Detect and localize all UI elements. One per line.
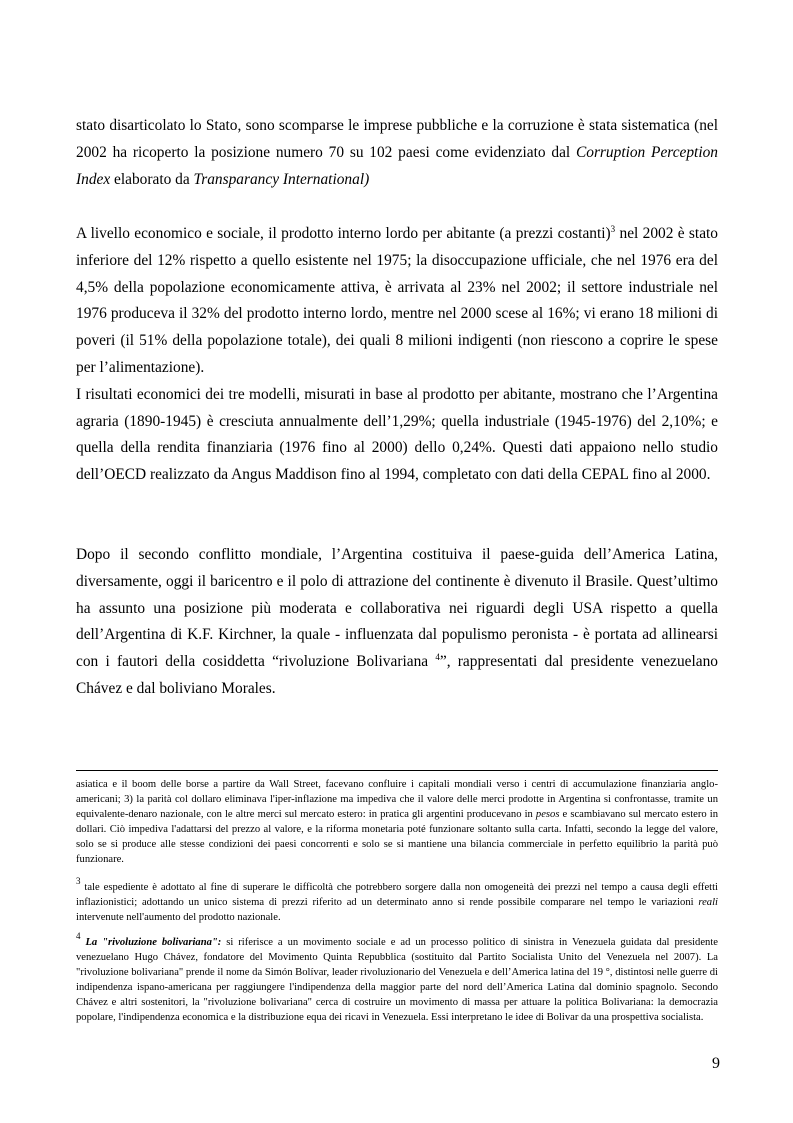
footnote-3-text-a: tale espediente è adottato al fine di superare le difficoltà che potrebbero sorgere dalla non omogeneità dei prezzi nel tempo a causa degli effetti inflazionistici; adottando un unico sistema di prezzi riferito ad un determinato anno si rende possibile comparare nel tempo le variazioni bbox=[76, 882, 718, 908]
p1-italic-org: Transparancy International) bbox=[193, 170, 370, 188]
p2-text-b: nel 2002 è stato inferiore del 12% rispetto a quello esistente nel 1975; la disoccupazione ufficiale, che nel 1976 era del 4,5% della popolazione economicamente attiva, è arrivata al 23% nel 2002; il settore industriale nel 1976 produceva il 32% del prodotto interno lordo, mentre nel 2000 scese al 16%; vi erano 18 milioni di poveri (il 51% della popolazione totale), dei quali 8 milioni indigenti (non riescono a coprire le spese per l’alimentazione). bbox=[76, 225, 719, 376]
paragraph-3 bbox=[76, 542, 718, 703]
page-number: 9 bbox=[712, 1055, 720, 1072]
p3-text-b: ”, rappresentati dal presidente venezuelano Chávez e dal boliviano Morales. bbox=[76, 653, 718, 697]
paragraph-1 bbox=[76, 113, 718, 193]
footnote-4 bbox=[76, 931, 718, 1025]
p1-text-a: stato disarticolato lo Stato, sono scomparse le imprese pubbliche e la corruzione è stata sistematica (nel 2002 ha ricoperto la posizione numero 70 su 102 paesi come evidenziato dal bbox=[76, 117, 718, 161]
p3-text-a: Dopo il secondo conflitto mondiale, l’Argentina costituiva il paese-guida dell’America Latina, diversamente, oggi il baricentro e il polo di attrazione del continente è divenuto il Brasile. Quest’ultimo ha assunto una posizione più moderata e collaborativa nei riguardi degli USA rispetto a quella dell’Argentina di K.F. Kirchner, la quale - influenzata dal populismo peronista - è portata ad allinearsi con i fautori della cosiddetta “rivoluzione Bolivariana bbox=[76, 546, 718, 671]
paragraph-2a bbox=[76, 221, 718, 382]
paragraph-2b: I risultati economici dei tre modelli, misurati in base al prodotto per abitante, mostrano che l’Argentina agraria (1890-1945) è cresciuta annualmente dell’1,29%; quella industriale (1945-1976) del 2,10%; e quella della rendita finanziaria (1976 fino al 2000) dello 0,24%. Questi dati appaiono nello studio dell’OECD realizzato da Angus Maddison fino al 1994, completato con dati della CEPAL fino al 2000. bbox=[76, 385, 718, 484]
footnote-4-number: 4 bbox=[76, 931, 81, 941]
paragraph-1-text bbox=[76, 113, 718, 193]
footnote-separator bbox=[76, 770, 718, 771]
footnote-3-text-b: intervenute nell'aumento del prodotto nazionale. bbox=[76, 912, 281, 923]
footnote-continuation bbox=[76, 777, 718, 867]
p1-text-b: elaborato da bbox=[110, 170, 194, 188]
footnote-3 bbox=[76, 876, 718, 925]
footnote-cont-text-a: asiatica e il boom delle borse a partire da Wall Street, facevano confluire i capitali mondiali verso i centri di accumulazione finanziaria anglo-americani; 3) la parità col dollaro eliminava l'iper-inflazione ma impediva che il valore delle merci prodotte in Argentina si confrontasse, tramite un equivalente-denaro nazionale, con le altre merci sul mercato estero: in pratica gli argentini producevano in bbox=[76, 779, 718, 820]
footnote-3-number: 3 bbox=[76, 876, 81, 886]
footnote-cont-text-b: e scambiavano sul mercato estero in dollari. Ciò impediva l'adattarsi del prezzo al valore, e la riforma monetaria poté funzionare soltanto sulla carta. Infatti, secondo la legge del valore, solo se si produce alle stesse condizioni dei paesi concorrenti e solo se si mantiene una bilancia commerciale in perfetto equilibrio la parità può funzionare. bbox=[76, 809, 718, 865]
paragraph-3-text bbox=[76, 542, 718, 703]
footnote-ref-4: 4 bbox=[435, 652, 440, 663]
footnote-cont-italic: pesos bbox=[535, 809, 560, 820]
paragraph-2 bbox=[76, 221, 718, 489]
footnote-ref-3: 3 bbox=[610, 224, 616, 234]
footnote-3-italic: reali bbox=[698, 897, 718, 908]
p1-italic-index: Corruption Perception Index bbox=[76, 143, 718, 188]
p2-text-a: A livello economico e sociale, il prodotto interno lordo per abitante (a prezzi costanti) bbox=[76, 225, 611, 242]
footnote-4-text: si riferisce a un movimento sociale e ad un processo politico di sinistra in Venezuela guidata dal presidente venezuelano Hugo Chávez, fondatore del Movimento Quinta Repubblica (sostituito dal Partito Socialista Unito del Venezuela nel 2007). La "rivoluzione bolivariana" prende il nome da Simón Bolívar, leader rivoluzionario del Venezuela e dell’America latina del 19 °, distintosi nelle guerre di indipendenza ispano-americana per raggiungere l'indipendenza della maggior parte del nord dell’America Latina dal dominio spagnolo. Secondo Chávez e altri sostenitori, la "rivoluzione bolivariana" cerca di costruire un movimento di massa per attuare la politica Bolivariana: la democrazia popolare, l'indipendenza economica e la distribuzione equa dei ricavi in Venezuela. Essi interpretano le idee di Bolivar da una prospettiva socialista. bbox=[76, 937, 718, 1023]
footnote-4-heading: La "rivoluzione bolivariana": bbox=[85, 937, 222, 948]
